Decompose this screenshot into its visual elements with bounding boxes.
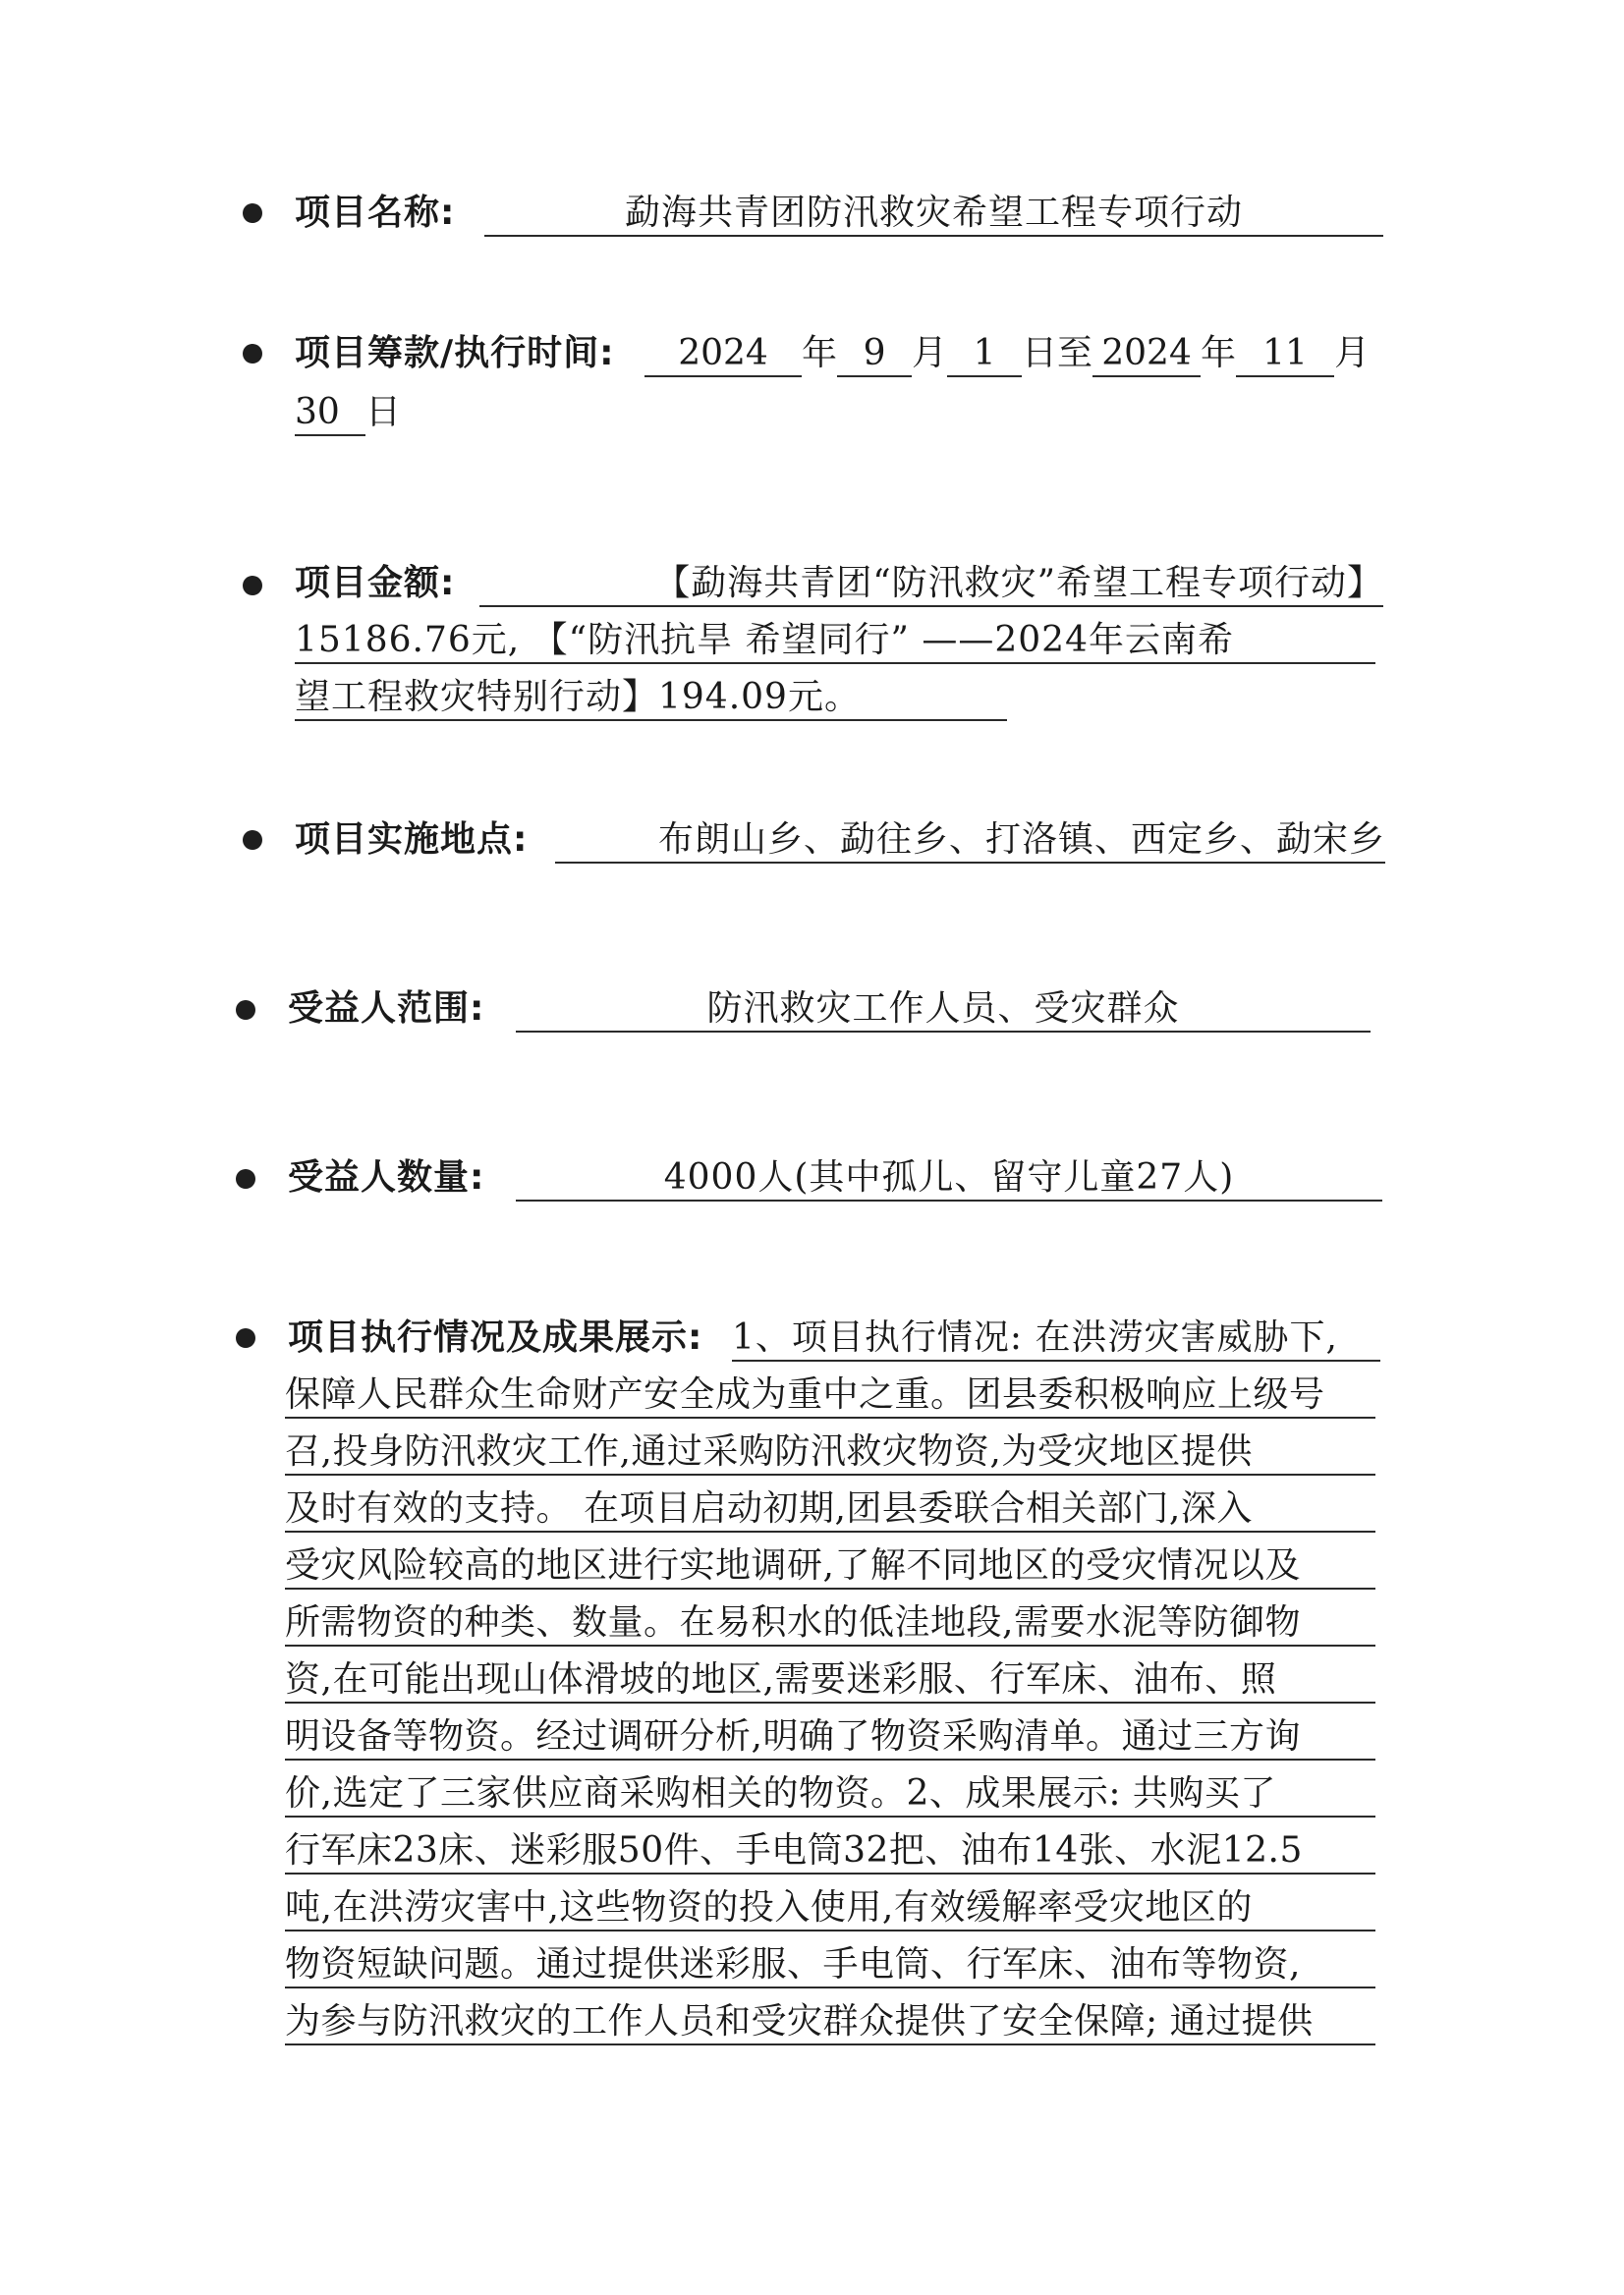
day-to: 日至 xyxy=(1022,333,1093,373)
execution-line: 为参与防汛救灾的工作人员和受灾群众提供了安全保障; 通过提供 xyxy=(285,2000,1375,2045)
month-char: 月 xyxy=(912,333,948,373)
bullet-icon xyxy=(236,1328,255,1348)
execution-line: 所需物资的种类、数量。在易积水的低洼地段,需要水泥等防御物 xyxy=(285,1601,1375,1647)
start-day: 1 xyxy=(947,332,1022,377)
execution-line: 保障人民群众生命财产安全成为重中之重。团县委积极响应上级号 xyxy=(285,1373,1375,1419)
execution-line: 资,在可能出现山体滑坡的地区,需要迷彩服、行军床、油布、照 xyxy=(285,1658,1375,1704)
execution-line: 及时有效的支持。 在项目启动初期,团县委联合相关部门,深入 xyxy=(285,1487,1375,1533)
location-value: 布朗山乡、勐往乡、打洛镇、西定乡、勐宋乡 xyxy=(555,818,1385,864)
bullet-icon xyxy=(236,1000,255,1020)
location-label: 项目实施地点: xyxy=(295,819,529,860)
bullet-icon xyxy=(243,203,262,223)
end-year-char: 年 xyxy=(1201,333,1237,373)
start-year: 2024 xyxy=(644,332,802,377)
bullet-icon xyxy=(243,576,262,595)
execution-line: 明设备等物资。经过调研分析,明确了物资采购清单。通过三方询 xyxy=(285,1715,1375,1761)
execution-line: 行军床23床、迷彩服50件、手电筒32把、油布14张、水泥12.5 xyxy=(285,1829,1375,1875)
bullet-icon xyxy=(236,1169,255,1189)
start-month: 9 xyxy=(837,332,912,377)
time-range xyxy=(644,332,1370,377)
amount-label: 项目金额: xyxy=(295,563,456,603)
end-month: 11 xyxy=(1236,332,1334,377)
project-name-value: 勐海共青团防汛救灾希望工程专项行动 xyxy=(484,192,1383,237)
execution-first-line: 1、项目执行情况: 在洪涝灾害威胁下, xyxy=(732,1316,1380,1362)
amount-line-3: 望工程救灾特别行动】194.09元。 xyxy=(295,676,1007,721)
beneficiary-count-value: 4000人(其中孤儿、留守儿童27人) xyxy=(516,1156,1382,1202)
beneficiary-scope-label: 受益人范围: xyxy=(288,988,485,1029)
execution-label: 项目执行情况及成果展示: xyxy=(288,1317,703,1358)
execution-line: 物资短缺问题。通过提供迷彩服、手电筒、行军床、油布等物资, xyxy=(285,1943,1375,1988)
project-name-label: 项目名称: xyxy=(295,193,456,233)
year-char: 年 xyxy=(802,333,838,373)
beneficiary-count-label: 受益人数量: xyxy=(288,1157,485,1198)
amount-line-2: 15186.76元, 【“防汛抗旱 希望同行” ——2024年云南希 xyxy=(295,619,1375,664)
execution-line: 价,选定了三家供应商采购相关的物资。2、成果展示: 共购买了 xyxy=(285,1772,1375,1818)
execution-line: 吨,在洪涝灾害中,这些物资的投入使用,有效缓解率受灾地区的 xyxy=(285,1886,1375,1931)
execution-line: 召,投身防汛救灾工作,通过采购防汛救灾物资,为受灾地区提供 xyxy=(285,1430,1375,1476)
beneficiary-scope-value: 防汛救灾工作人员、受灾群众 xyxy=(516,987,1371,1033)
time-end-day xyxy=(295,391,401,436)
bullet-icon xyxy=(243,344,262,364)
execution-line: 受灾风险较高的地区进行实地调研,了解不同地区的受灾情况以及 xyxy=(285,1544,1375,1590)
bullet-icon xyxy=(243,830,262,850)
end-day-char: 日 xyxy=(365,392,402,432)
end-month-char: 月 xyxy=(1334,333,1371,373)
end-year: 2024 xyxy=(1092,332,1201,377)
end-day: 30 xyxy=(295,391,365,436)
time-label: 项目筹款/执行时间: xyxy=(295,333,615,373)
amount-line-1: 【勐海共青团“防汛救灾”希望工程专项行动】 xyxy=(479,562,1383,607)
